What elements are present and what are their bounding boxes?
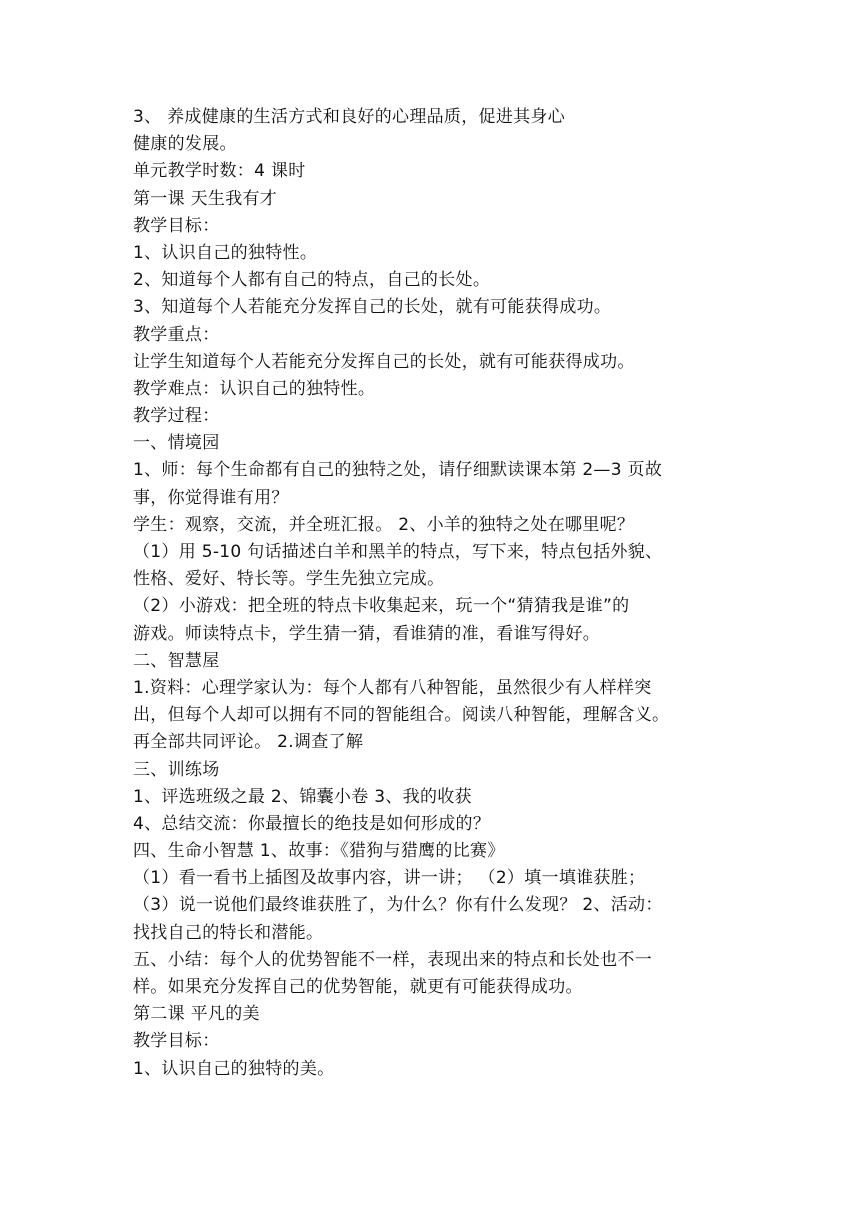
text-line: 再全部共同评论。 2.调查了解 (133, 732, 364, 753)
lesson-heading: 第一课 天生我有才 (133, 188, 278, 209)
text-line: 1、师：每个生命都有自己的独特之处，请仔细默读课本第 2—3 页故 (133, 460, 663, 481)
text-line: 2、知道每个人都有自己的特点，自己的长处。 (133, 270, 491, 291)
section-label: 教学目标： (133, 215, 220, 236)
text-line: 找找自己的特长和潜能。 (133, 922, 324, 943)
section-heading: 一、情境园 (133, 433, 220, 454)
section-heading: 五、小结：每个人的优势智能不一样，表现出来的特点和长处也不一 (133, 949, 652, 970)
text-line: 让学生知道每个人若能充分发挥自己的长处，就有可能获得成功。 (133, 351, 635, 372)
text-line: 4、总结交流：你最擅长的绝技是如何形成的？ (133, 813, 491, 834)
text-line: 教学难点：认识自己的独特性。 (133, 378, 376, 399)
text-line: 样。如果充分发挥自己的优势智能，就更有可能获得成功。 (133, 977, 583, 997)
text-line: 学生：观察，交流，并全班汇报。 2、小羊的独特之处在哪里呢？ (133, 514, 635, 535)
text-line: 游戏。师读特点卡，学生猜一猜，看谁猜的准，看谁写得好。 (133, 623, 601, 644)
text-line: （1）看一看书上插图及故事内容，讲一讲； （2）填一填谁获胜； (133, 868, 646, 889)
section-heading: 四、生命小智慧 1、故事：《猎狗与猎鹰的比赛》 (133, 841, 505, 862)
section-label: 教学重点： (133, 324, 220, 345)
text-line: 健康的发展。 (133, 134, 237, 155)
lesson-heading: 第二课 平凡的美 (133, 1004, 260, 1025)
section-label: 教学过程： (133, 406, 220, 427)
text-line: 性格、爱好、特长等。学生先独立完成。 (133, 569, 445, 590)
text-line: （3）说一说他们最终谁获胜了，为什么？你有什么发现？ 2、活动： (133, 895, 663, 916)
text-line: 事，你觉得谁有用？ (133, 487, 289, 508)
text-line: 1、认识自己的独特性。 (133, 242, 318, 263)
section-label: 教学目标： (133, 1031, 220, 1052)
text-line: 出，但每个人却可以拥有不同的智能组合。阅读八种智能，理解含义。 (133, 705, 670, 726)
section-heading: 三、训练场 (133, 759, 220, 780)
text-line: （2）小游戏：把全班的特点卡收集起来，玩一个“猜猜我是谁”的 (133, 596, 630, 617)
section-heading: 二、智慧屋 (133, 650, 220, 671)
text-line: 1、评选班级之最 2、锦囊小卷 3、我的收获 (133, 786, 472, 807)
text-line: 3、知道每个人若能充分发挥自己的长处，就有可能获得成功。 (133, 297, 612, 318)
text-line: 3、 养成健康的生活方式和良好的心理品质，促进其身心 (133, 107, 566, 127)
text-line: 1、认识自己的独特的美。 (133, 1058, 335, 1079)
text-line: 1.资料：心理学家认为：每个人都有八种智能，虽然很少有人样样突 (133, 677, 652, 698)
text-line: 单元教学时数：4 课时 (133, 161, 306, 182)
text-line: （1）用 5-10 句话描述白羊和黑羊的特点，写下来，特点包括外貌、 (133, 542, 663, 562)
